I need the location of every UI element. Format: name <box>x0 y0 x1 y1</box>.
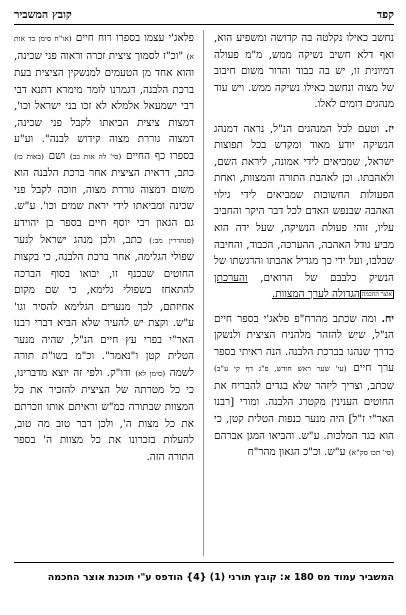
running-title: קובץ המשביר <box>14 8 72 21</box>
left-text-column <box>14 30 194 465</box>
underlined-text: הגדולה לערך המצוות. <box>271 288 360 301</box>
citation: (סימן לא) <box>135 368 166 378</box>
text-run: שכתב, וצריך ליזהר שלא בגדים להבריח את החוטים הענינין מקטרג הלבנה. ומורי [רבנו האר"י ז"ל] היה מנער כנפות הטלית קטן, כי הוא בגד המלכות. ע"ש. והביאו המגן אברהם <box>214 379 394 442</box>
citation: (סי' לה אות כב) <box>69 151 122 161</box>
right-text-column <box>214 30 394 462</box>
paragraph <box>214 311 394 462</box>
text-run: ע"ש. וכ"כ הגאון מהר"ח <box>247 446 349 459</box>
paragraph <box>214 30 394 113</box>
text-run: וטעם לכל המנהגים הנ"ל, נראה דמנהג הנשיקה יודע מאוד ומקדש בכל תפוצות ישראל, שמביאים לידי אמונה, ליראת השם, ולאהבתו. וכן לאהבת התורה והמצוות, ואחת הפעולות החשובות שמביאים לידי גילוי האהבה שבנפש האדם לכל דבר היקר והחביב עליו, זוהי פעולת הנשיקה, שעל ידה הוא מביע גודל האהבה, ההערכה, הכבוד, והחיבה שבלבו, ועל ידי כך מגדיל אהבתו והרגשתו של הנשיק כלבבם של הרואים, <box>214 122 394 284</box>
watermark-stamp: אוצר החכמה <box>361 290 392 298</box>
section-number: יז. <box>384 122 394 135</box>
text-run: פלאג'י עצמו בספרו רוח חיים <box>71 32 194 44</box>
header-rule <box>14 24 394 25</box>
text-run: נחשב כאילו נקלטה בה קדושה ומשפיע הוא, ואף דלא חשיב נשיקה ממש, מ"מ פעולה דמיונית זו, יש בה כבוד והדור משום חיבוב של מצוה ונחשב כאילו נשיקה ממש. ויש עוד מנהגים דומים לאלו. <box>214 32 394 111</box>
citation: (סנהדרין מב:) <box>149 235 195 245</box>
paragraph <box>214 121 394 303</box>
text-run: "וכ"ז לסמוך ציצית זכרה וראוה פני שכינה, והוא אחד מן הטעמים למנשקין הציצית בעת ברכת הלבנה, דגמרנו לומר מימרא דתנא דבי רבי ישמעאל אלמלא לא זכו בני ישראל וכו', דמצות ציצית הביאתו לקבל פני שכינה, דמצוה גוררת מצוה קידוש לבנה". וע"ע בספרו כף החיים <box>14 49 194 162</box>
text-run: ושם <box>43 149 70 162</box>
footer-rule <box>14 562 394 563</box>
column-divider <box>203 30 204 556</box>
text-run: ומה שכתב מהרח"פ פלאג'י בספר חיים הנ"ל, שיש להזהר מלהניח הציצית ולנשקן כדרך שנהגו בברכת הלבנה. הנה ראיתי בספר ערך חיים <box>214 312 395 375</box>
paragraph <box>14 30 194 465</box>
citation: (סי' תכו סק"א) <box>348 448 394 458</box>
text-run: כתב, דראית הציצית אחר ברכת הלבנה הוא משום דמצוה גוררת מצוה, וזוכה לקבל פני שכינה ומביאתו לידי יראת שמים וכו'. ע"ש. גם הגאון רבי יוסף חיים בספר בן יהוידע <box>14 167 194 230</box>
footer-credit: המשביר עמוד מס 180 א: קובץ תורני (1) {4} הודפס ע"י תוכנת אוצר החכמה <box>47 572 394 583</box>
text-run: כתב, ולכן מנהג ישראל לנער שפולי הגלימה, אחר ברכת הלבנה, כי בקצות החוטים שבכנף זו, יבואו בסוף הברכה להתאחז בשפולי גלימא, כי שם מקום אחיזתם, לכך מנערים הגלימא להסיר וגו' ע"ש. וקצת יש להעיר שלא הביא דברי רבנו האר"י בפרי עץ חיים הנ"ל, שהיה מנער הטלית קטן ו"נאמר". וכ"מ בשו"ת תורה לשמה <box>14 233 194 379</box>
citation: (באות כז) <box>14 151 44 161</box>
page-number: קפד <box>376 8 394 21</box>
citation: (או"ח סימן כד אות א) <box>14 34 194 61</box>
section-number: יח. <box>381 312 394 325</box>
text-run: ודו"ק. ולפי זה יוצא מדברינו, כי כל מטרתה של הציצית להזכיר את כל המצוות שבתורה כמ"ש וראיתם אותו וזכרתם את כל מצות ה', ולכן דבר טוב מה טוב, להעלות בזכרונו את כל מצוות ה' בספר התורה הזה. <box>14 366 194 463</box>
citation: (עי' שער ראש חודש, פ"ג דף קי ע"ב) <box>214 364 347 374</box>
underlined-text: והערכתן <box>214 271 248 284</box>
page-header <box>14 8 394 22</box>
